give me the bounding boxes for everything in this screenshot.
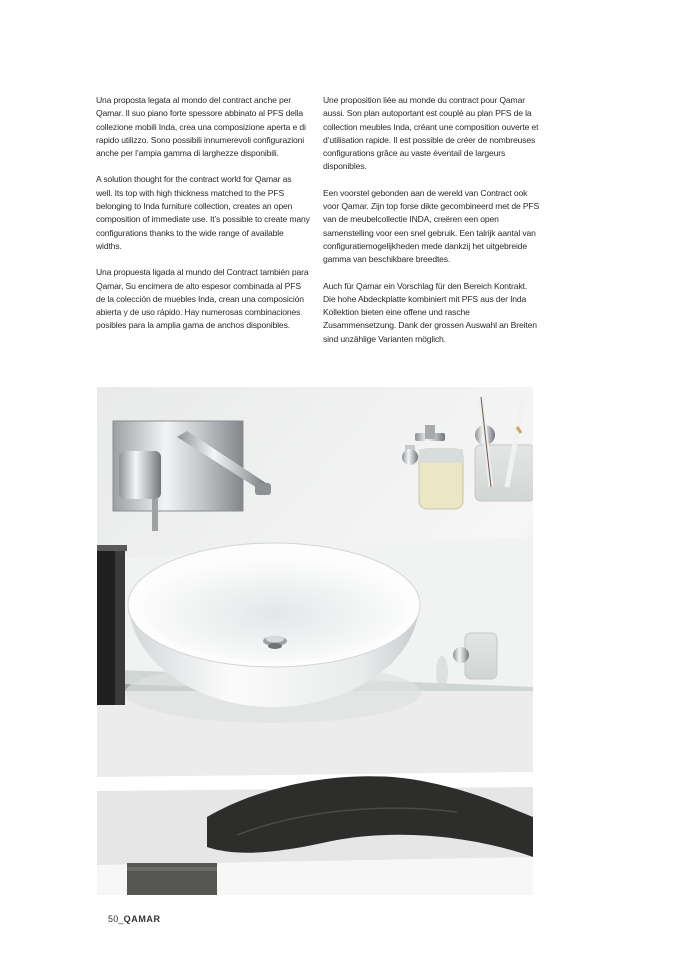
product-photo	[97, 387, 533, 895]
paragraph-german: Auch für Qamar ein Vorschlag für den Bereich Kontrakt. Die hohe Abdeckplatte kombiniert mit PFS aus der Inda Kollektion bieten eine offene und rasche Zusammensetzung. Dank der grossen Auswahl an Breiten sind unzählige Varianten möglich.	[323, 280, 537, 344]
paragraph-french: Une proposition liée au monde du contract pour Qamar aussi. Son plan autoportant est couplé au plan PFS de la collection meubles Inda, créant une composition ouverte et d’utilisation rapide. Il est possible de créer de nombreuses configurations grâce au vaste éventail de largeurs disponibles.	[323, 95, 539, 172]
text-column-left	[96, 94, 310, 346]
paragraph-spanish: Una propuesta ligada al mundo del Contract también para Qamar, Su encimera de alto espesor combinada al PFS de la colección de muebles Inda, crean una composición abierta y de uso rápido. Hay numerosas combinaciones posibles para la amplia gama de anchos disponibles.	[96, 267, 309, 331]
paragraph-italian: Una proposta legata al mondo del contract anche per Qamar. Il suo piano forte spessore abbinato al PFS della collezione mobili Inda, crea una composizione aperta e di rapido utilizzo. Sono possibili innumerevoli configurazioni anche per l’ampia gamma di larghezze disponibili.	[96, 95, 306, 159]
paragraph-dutch: Een voorstel gebonden aan de wereld van Contract ook voor Qamar. Zijn top forse dikte gecombineerd met de PFS van de meubelcollectie INDA, creëren een open samenstelling voor een snel gebruik. Een talrijk aantal van configuratiemogelijkheden mede dankzij het uitgebreide gamma van beschikbare breedtes.	[323, 187, 540, 265]
text-column-right	[323, 94, 540, 359]
brand-name: QAMAR	[123, 914, 161, 924]
page-footer	[108, 914, 161, 924]
paragraph-english: A solution thought for the contract world for Qamar as well. Its top with high thickness matched to the PFS belonging to Inda furniture collection, creates an open composition of immediate use. It’s possible to create many configurations thanks to the wide range of available widths.	[96, 174, 310, 251]
page-number: 50_	[108, 914, 124, 924]
